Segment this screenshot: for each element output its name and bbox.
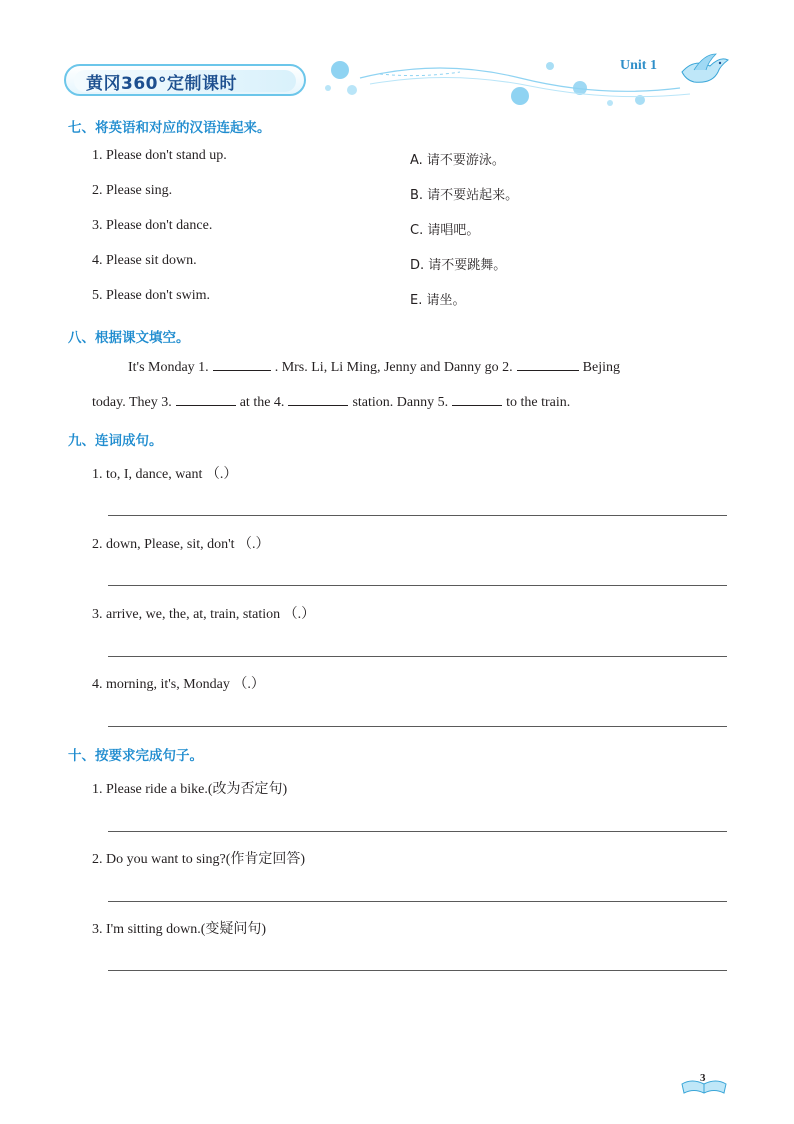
answer-line[interactable] <box>108 901 727 902</box>
fill-line-2-part-1: today. They 3. <box>92 395 172 410</box>
unit-label: Unit 1 <box>620 58 657 73</box>
page-number: 3 <box>700 1072 706 1084</box>
blank-3[interactable] <box>176 393 236 406</box>
fill-line-1-part-2: . Mrs. Li, Li Ming, Jenny and Danny go 2. <box>274 360 513 375</box>
answer-line[interactable] <box>108 515 727 516</box>
blank-4[interactable] <box>288 393 348 406</box>
match-left-5: 5. Please don't swim. <box>92 288 211 303</box>
match-right-b: B. 请不要站起来。 <box>410 188 519 203</box>
match-left-1: 1. Please don't stand up. <box>92 148 227 163</box>
fill-line-1-part-1: It's Monday 1. <box>128 360 209 375</box>
match-right-a: A. 请不要游泳。 <box>410 153 505 168</box>
match-left-4: 4. Please sit down. <box>92 253 197 268</box>
fill-line-2 <box>92 393 570 411</box>
blank-2[interactable] <box>517 358 579 371</box>
match-right-c: C. 请唱吧。 <box>410 223 480 238</box>
page-header-title: 黄冈360°定制课时 <box>86 74 237 94</box>
fill-line-2-part-4: to the train. <box>506 395 571 410</box>
fill-line-1 <box>128 358 620 376</box>
section-9-heading: 九、连词成句。 <box>68 433 163 449</box>
match-left-2: 2. Please sing. <box>92 183 173 198</box>
section-8-heading: 八、根据课文填空。 <box>68 330 190 346</box>
answer-line[interactable] <box>108 585 727 586</box>
blank-1[interactable] <box>213 358 271 371</box>
answer-line[interactable] <box>108 831 727 832</box>
reorder-item-4: 4. morning, it's, Monday （.） <box>92 677 265 692</box>
reorder-item-3: 3. arrive, we, the, at, train, station （.） <box>92 607 316 622</box>
section-7-heading: 七、将英语和对应的汉语连起来。 <box>68 120 271 136</box>
answer-line[interactable] <box>108 726 727 727</box>
fill-line-2-part-3: station. Danny 5. <box>352 395 449 410</box>
answer-line[interactable] <box>108 970 727 971</box>
fill-line-1-part-3: Bejing <box>582 360 621 375</box>
transform-item-2: 2. Do you want to sing?(作肯定回答) <box>92 852 306 867</box>
match-right-d: D. 请不要跳舞。 <box>410 258 507 273</box>
header-bubbles-decoration <box>300 48 730 118</box>
answer-line[interactable] <box>108 656 727 657</box>
transform-item-3: 3. I'm sitting down.(变疑问句) <box>92 922 267 937</box>
blank-5[interactable] <box>452 393 502 406</box>
section-10-heading: 十、按要求完成句子。 <box>68 748 203 764</box>
bird-icon <box>676 50 730 90</box>
fill-line-2-part-2: at the 4. <box>239 395 285 410</box>
reorder-item-1: 1. to, I, dance, want （.） <box>92 467 238 482</box>
reorder-item-2: 2. down, Please, sit, don't （.） <box>92 537 270 552</box>
match-right-e: E. 请坐。 <box>410 293 466 308</box>
transform-item-1: 1. Please ride a bike.(改为否定句) <box>92 782 288 797</box>
match-left-3: 3. Please don't dance. <box>92 218 213 233</box>
